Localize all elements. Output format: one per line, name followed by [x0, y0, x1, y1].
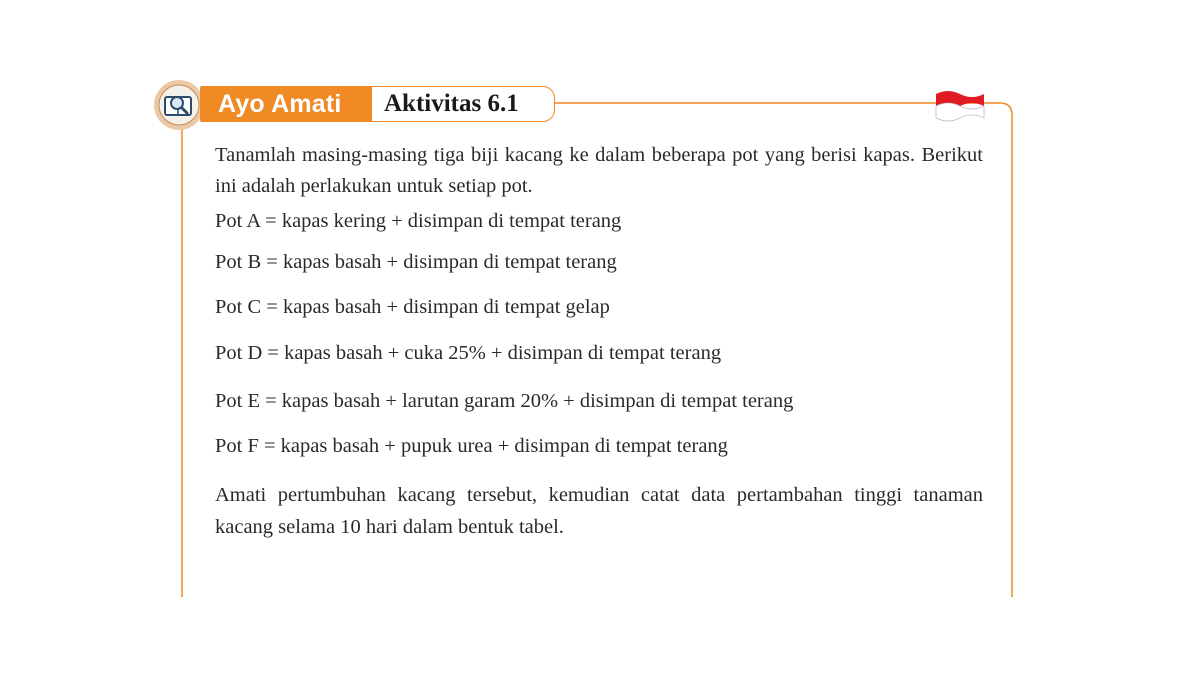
section-label: Ayo Amati: [218, 89, 342, 118]
section-tab: [200, 86, 372, 122]
pot-line: Pot A = kapas kering + disimpan di tempat terang: [215, 210, 622, 232]
pot-line: Pot C = kapas basah + disimpan di tempat gelap: [215, 296, 610, 318]
pot-line: Pot F = kapas basah + pupuk urea + disimpan di tempat terang: [215, 435, 728, 457]
activity-title-box: [372, 86, 555, 122]
indonesia-flag-icon: [932, 86, 988, 124]
pot-line: Pot E = kapas basah + larutan garam 20% + disimpan di tempat terang: [215, 390, 794, 412]
intro-paragraph: Tanamlah masing-masing tiga biji kacang ke dalam beberapa pot yang berisi kapas. Berikut ini adalah perlakukan untuk setiap pot.: [215, 144, 983, 197]
pot-line: Pot D = kapas basah + cuka 25% + disimpan di tempat terang: [215, 342, 722, 364]
intro-block: [215, 140, 983, 202]
closing-paragraph: Amati pertumbuhan kacang tersebut, kemudian catat data pertambahan tinggi tanaman kacang selama 10 hari dalam bentuk tabel.: [215, 484, 983, 538]
activity-label: Aktivitas 6.1: [384, 90, 519, 117]
magnifier-book-icon: [153, 79, 205, 131]
pot-line: Pot B = kapas basah + disimpan di tempat terang: [215, 251, 617, 273]
